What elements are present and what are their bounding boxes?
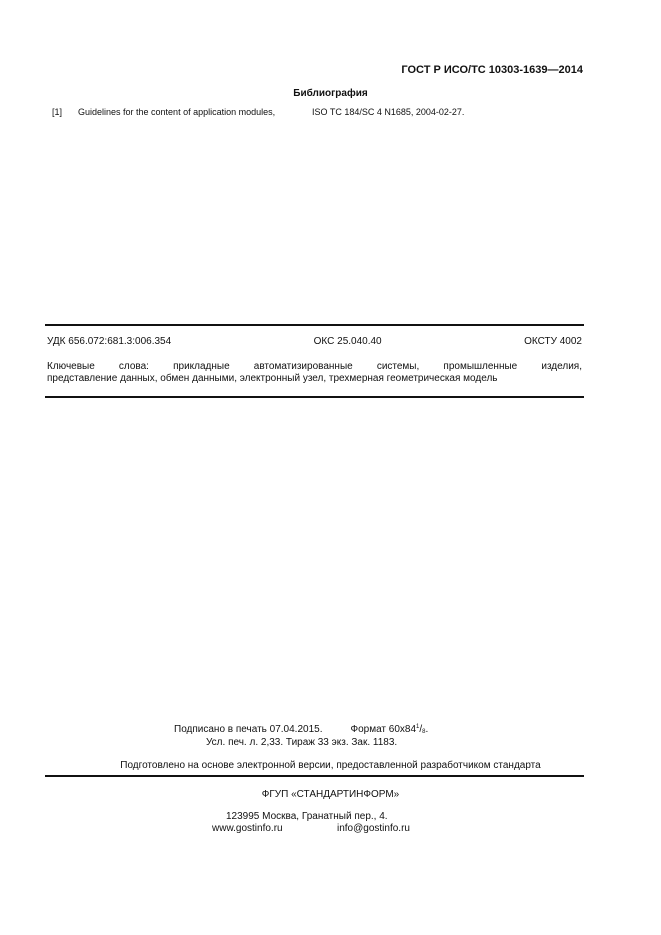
paper-format: Формат $60x84^1/_8$. xyxy=(350,724,429,735)
bibliography-item-reference: ISO TC 184/SC 4 N1685, 2004-02-27. xyxy=(312,107,465,117)
bibliography-item-number: [1] xyxy=(52,107,63,117)
publisher-website-link[interactable]: www.gostinfo.ru xyxy=(212,823,283,834)
publisher-name: ФГУП «СТАНДАРТИНФОРМ» xyxy=(261,789,400,800)
publisher-address: 123995 Москва, Гранатный пер., 4. xyxy=(226,811,388,822)
imprint-line-1 xyxy=(174,724,428,735)
keywords-line-2: представление данных, обмен данными, электронный узел, трехмерная геометрическая модель xyxy=(47,373,498,384)
bibliography-item-text: Guidelines for the content of application modules, xyxy=(78,107,276,117)
signed-date: Подписано в печать 07.04.2015. xyxy=(174,724,323,735)
keywords-divider xyxy=(45,396,584,398)
okstu-code: ОКСТУ 4002 xyxy=(524,336,582,347)
document-code-header: ГОСТ Р ИСО/ТС 10303-1639—2014 xyxy=(401,64,583,76)
oks-code: ОКС 25.040.40 xyxy=(313,336,382,347)
keywords-line-1: Ключевые слова: прикладные автоматизированные системы, промышленные изделия, xyxy=(47,361,582,372)
prepared-note: Подготовлено на основе электронной версии, предоставленной разработчиком стандарта xyxy=(120,760,541,771)
publisher-email-link[interactable]: info@gostinfo.ru xyxy=(337,823,410,834)
top-divider xyxy=(45,324,584,326)
udk-code: УДК 656.072:681.3:006.354 xyxy=(47,336,172,347)
imprint-divider xyxy=(45,775,584,777)
imprint-line-2: Усл. печ. л. 2,33. Тираж 33 экз. Зак. 1183. xyxy=(206,737,398,748)
classification-row xyxy=(47,336,582,347)
bibliography-title: Библиография xyxy=(293,88,368,99)
